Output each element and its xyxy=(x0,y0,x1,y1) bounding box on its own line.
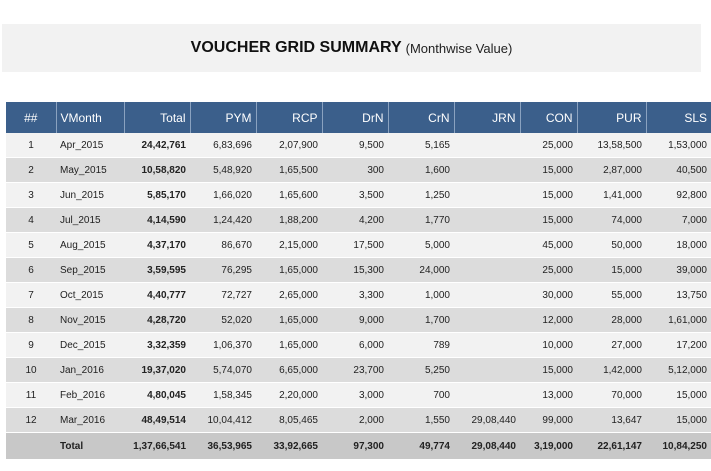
cell-vmonth: Mar_2016 xyxy=(56,408,124,433)
cell-vmonth: Feb_2016 xyxy=(56,383,124,408)
cell-vmonth: Jan_2016 xyxy=(56,358,124,383)
cell-con: 12,000 xyxy=(520,308,577,333)
page-title: VOUCHER GRID SUMMARY xyxy=(190,39,402,56)
cell-rcp: 1,65,500 xyxy=(256,158,322,183)
cell-vmonth: Oct_2015 xyxy=(56,283,124,308)
cell-crn: 1,700 xyxy=(388,308,454,333)
cell-rcp: 1,65,000 xyxy=(256,333,322,358)
cell-row-number: 11 xyxy=(6,383,56,408)
cell-rcp: 8,05,465 xyxy=(256,408,322,433)
cell-row-number: 7 xyxy=(6,283,56,308)
cell-jrn xyxy=(454,183,520,208)
cell-drn: 9,500 xyxy=(322,133,388,158)
cell-con: 15,000 xyxy=(520,158,577,183)
cell-total: 4,28,720 xyxy=(124,308,190,333)
cell-total: 3,59,595 xyxy=(124,258,190,283)
column-header-total[interactable]: Total xyxy=(124,102,190,133)
cell-pym: 5,48,920 xyxy=(190,158,256,183)
cell-pur: 50,000 xyxy=(577,233,646,258)
grid-body xyxy=(6,133,711,433)
cell-total: 10,58,820 xyxy=(124,158,190,183)
cell-total: 19,37,020 xyxy=(124,358,190,383)
cell-crn: 1,000 xyxy=(388,283,454,308)
cell-con: 25,000 xyxy=(520,258,577,283)
cell-crn: 5,165 xyxy=(388,133,454,158)
cell-pur: 27,000 xyxy=(577,333,646,358)
total-sls: 10,84,250 xyxy=(646,433,711,460)
cell-row-number: 12 xyxy=(6,408,56,433)
cell-crn: 5,000 xyxy=(388,233,454,258)
cell-drn: 17,500 xyxy=(322,233,388,258)
cell-pur: 1,41,000 xyxy=(577,183,646,208)
cell-vmonth: Apr_2015 xyxy=(56,133,124,158)
cell-pym: 1,66,020 xyxy=(190,183,256,208)
cell-vmonth: May_2015 xyxy=(56,158,124,183)
cell-jrn xyxy=(454,283,520,308)
cell-crn: 5,250 xyxy=(388,358,454,383)
cell-pur: 13,58,500 xyxy=(577,133,646,158)
cell-pym: 5,74,070 xyxy=(190,358,256,383)
cell-jrn xyxy=(454,133,520,158)
column-header-pym[interactable]: PYM xyxy=(190,102,256,133)
cell-drn: 6,000 xyxy=(322,333,388,358)
cell-pym: 86,670 xyxy=(190,233,256,258)
cell-row-number: 5 xyxy=(6,233,56,258)
cell-row-number: 1 xyxy=(6,133,56,158)
cell-crn: 1,770 xyxy=(388,208,454,233)
cell-vmonth: Aug_2015 xyxy=(56,233,124,258)
table-row[interactable] xyxy=(6,383,711,408)
table-row[interactable] xyxy=(6,258,711,283)
cell-jrn xyxy=(454,233,520,258)
total-row xyxy=(6,433,711,460)
table-row[interactable] xyxy=(6,333,711,358)
cell-vmonth: Jul_2015 xyxy=(56,208,124,233)
total-row-number xyxy=(6,433,56,460)
cell-crn: 1,600 xyxy=(388,158,454,183)
total-crn: 49,774 xyxy=(388,433,454,460)
cell-sls: 7,000 xyxy=(646,208,711,233)
cell-rcp: 1,65,600 xyxy=(256,183,322,208)
cell-sls: 40,500 xyxy=(646,158,711,183)
cell-drn: 9,000 xyxy=(322,308,388,333)
cell-con: 15,000 xyxy=(520,183,577,208)
cell-sls: 92,800 xyxy=(646,183,711,208)
cell-drn: 23,700 xyxy=(322,358,388,383)
table-row[interactable] xyxy=(6,158,711,183)
cell-jrn: 29,08,440 xyxy=(454,408,520,433)
cell-sls: 13,750 xyxy=(646,283,711,308)
cell-jrn xyxy=(454,158,520,183)
cell-total: 24,42,761 xyxy=(124,133,190,158)
cell-rcp: 6,65,000 xyxy=(256,358,322,383)
column-header-con[interactable]: CON xyxy=(520,102,577,133)
table-row[interactable] xyxy=(6,308,711,333)
cell-total: 5,85,170 xyxy=(124,183,190,208)
column-header-drn[interactable]: DrN xyxy=(322,102,388,133)
cell-total: 4,14,590 xyxy=(124,208,190,233)
cell-pur: 2,87,000 xyxy=(577,158,646,183)
cell-crn: 700 xyxy=(388,383,454,408)
voucher-grid xyxy=(6,102,711,459)
title-bar xyxy=(2,24,701,72)
cell-row-number: 10 xyxy=(6,358,56,383)
cell-row-number: 6 xyxy=(6,258,56,283)
cell-jrn xyxy=(454,208,520,233)
cell-vmonth: Dec_2015 xyxy=(56,333,124,358)
cell-vmonth: Nov_2015 xyxy=(56,308,124,333)
cell-drn: 2,000 xyxy=(322,408,388,433)
cell-sls: 15,000 xyxy=(646,383,711,408)
cell-con: 30,000 xyxy=(520,283,577,308)
column-header-vmonth[interactable]: VMonth xyxy=(56,102,124,133)
cell-total: 3,32,359 xyxy=(124,333,190,358)
column-header-rcp[interactable]: RCP xyxy=(256,102,322,133)
total-drn: 97,300 xyxy=(322,433,388,460)
cell-jrn xyxy=(454,383,520,408)
cell-con: 25,000 xyxy=(520,133,577,158)
cell-drn: 300 xyxy=(322,158,388,183)
cell-sls: 15,000 xyxy=(646,408,711,433)
cell-pym: 10,04,412 xyxy=(190,408,256,433)
cell-crn: 789 xyxy=(388,333,454,358)
cell-pym: 1,06,370 xyxy=(190,333,256,358)
cell-jrn xyxy=(454,308,520,333)
cell-pym: 52,020 xyxy=(190,308,256,333)
cell-drn: 3,000 xyxy=(322,383,388,408)
cell-jrn xyxy=(454,333,520,358)
cell-row-number: 9 xyxy=(6,333,56,358)
cell-row-number: 4 xyxy=(6,208,56,233)
cell-crn: 24,000 xyxy=(388,258,454,283)
table-row[interactable] xyxy=(6,208,711,233)
cell-pur: 1,42,000 xyxy=(577,358,646,383)
cell-rcp: 1,65,000 xyxy=(256,308,322,333)
page-subtitle: (Monthwise Value) xyxy=(405,40,513,56)
table-row[interactable] xyxy=(6,133,711,158)
cell-rcp: 2,20,000 xyxy=(256,383,322,408)
cell-sls: 18,000 xyxy=(646,233,711,258)
cell-row-number: 8 xyxy=(6,308,56,333)
cell-rcp: 1,65,000 xyxy=(256,258,322,283)
total-total: 1,37,66,541 xyxy=(124,433,190,460)
cell-drn: 4,200 xyxy=(322,208,388,233)
cell-sls: 17,200 xyxy=(646,333,711,358)
table-row[interactable] xyxy=(6,358,711,383)
cell-sls: 39,000 xyxy=(646,258,711,283)
header-row xyxy=(6,102,711,133)
column-header-row-number[interactable]: ## xyxy=(6,102,56,133)
cell-total: 48,49,514 xyxy=(124,408,190,433)
cell-pur: 28,000 xyxy=(577,308,646,333)
cell-sls: 5,12,000 xyxy=(646,358,711,383)
cell-con: 13,000 xyxy=(520,383,577,408)
cell-pur: 13,647 xyxy=(577,408,646,433)
cell-con: 15,000 xyxy=(520,358,577,383)
cell-pym: 6,83,696 xyxy=(190,133,256,158)
cell-jrn xyxy=(454,358,520,383)
cell-rcp: 2,65,000 xyxy=(256,283,322,308)
total-pym: 36,53,965 xyxy=(190,433,256,460)
cell-rcp: 1,88,200 xyxy=(256,208,322,233)
total-rcp: 33,92,665 xyxy=(256,433,322,460)
cell-drn: 3,500 xyxy=(322,183,388,208)
cell-row-number: 2 xyxy=(6,158,56,183)
cell-vmonth: Jun_2015 xyxy=(56,183,124,208)
cell-con: 99,000 xyxy=(520,408,577,433)
column-header-sls[interactable]: SLS xyxy=(646,102,711,133)
cell-total: 4,80,045 xyxy=(124,383,190,408)
cell-pur: 74,000 xyxy=(577,208,646,233)
cell-drn: 3,300 xyxy=(322,283,388,308)
total-pur: 22,61,147 xyxy=(577,433,646,460)
total-con: 3,19,000 xyxy=(520,433,577,460)
column-header-pur[interactable]: PUR xyxy=(577,102,646,133)
cell-jrn xyxy=(454,258,520,283)
cell-con: 15,000 xyxy=(520,208,577,233)
cell-total: 4,37,170 xyxy=(124,233,190,258)
cell-pur: 70,000 xyxy=(577,383,646,408)
table-row[interactable] xyxy=(6,183,711,208)
table-row[interactable] xyxy=(6,283,711,308)
total-jrn: 29,08,440 xyxy=(454,433,520,460)
cell-pym: 72,727 xyxy=(190,283,256,308)
cell-vmonth: Sep_2015 xyxy=(56,258,124,283)
column-header-jrn[interactable]: JRN xyxy=(454,102,520,133)
cell-drn: 15,300 xyxy=(322,258,388,283)
cell-sls: 1,61,000 xyxy=(646,308,711,333)
cell-pur: 15,000 xyxy=(577,258,646,283)
cell-con: 45,000 xyxy=(520,233,577,258)
cell-row-number: 3 xyxy=(6,183,56,208)
cell-pym: 1,24,420 xyxy=(190,208,256,233)
cell-pur: 55,000 xyxy=(577,283,646,308)
table-row[interactable] xyxy=(6,233,711,258)
cell-pym: 76,295 xyxy=(190,258,256,283)
cell-crn: 1,550 xyxy=(388,408,454,433)
column-header-crn[interactable]: CrN xyxy=(388,102,454,133)
cell-crn: 1,250 xyxy=(388,183,454,208)
total-vmonth: Total xyxy=(56,433,124,460)
cell-pym: 1,58,345 xyxy=(190,383,256,408)
cell-total: 4,40,777 xyxy=(124,283,190,308)
cell-sls: 1,53,000 xyxy=(646,133,711,158)
cell-rcp: 2,15,000 xyxy=(256,233,322,258)
table-row[interactable] xyxy=(6,408,711,433)
cell-rcp: 2,07,900 xyxy=(256,133,322,158)
cell-con: 10,000 xyxy=(520,333,577,358)
